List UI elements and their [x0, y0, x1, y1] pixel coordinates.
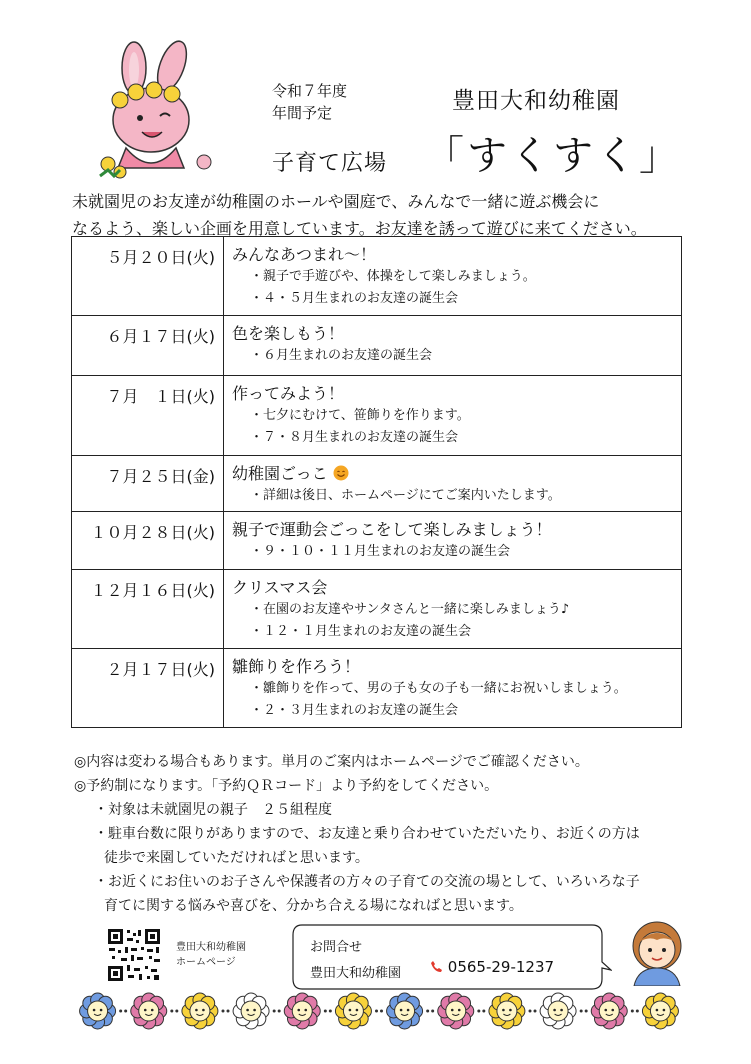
- border-dot: [227, 1010, 230, 1013]
- school-name: 豊田大和幼稚園: [452, 88, 620, 114]
- event-title-wrap: [232, 463, 681, 485]
- border-dot: [375, 1010, 378, 1013]
- border-dot: [534, 1010, 537, 1013]
- flower-icon: [489, 993, 525, 1029]
- event-date: ７月 １日(火): [72, 376, 224, 456]
- event-note: ・１２・１月生まれのお友達の誕生会: [250, 624, 472, 639]
- flower-icon: [591, 993, 627, 1029]
- flower-border: [72, 990, 686, 1032]
- event-date: ２月１７日(火): [72, 649, 224, 728]
- phone-icon: [430, 960, 443, 973]
- event-content: [224, 456, 682, 512]
- intro-line: 未就園児のお友達が幼稚園のホールや園庭で、みんなで一緒に遊ぶ機会に: [72, 192, 600, 211]
- note-line: ◎予約制になります。「予約ＱＲコード」より予約をしてください。: [74, 778, 499, 794]
- border-dot: [278, 1010, 281, 1013]
- flower-icon: [131, 993, 167, 1029]
- border-dot: [529, 1010, 532, 1013]
- table-row: [72, 649, 682, 728]
- event-content: [224, 376, 682, 456]
- event-title: 親子で運動会ごっこをして楽しみましょう！: [232, 520, 552, 539]
- event-note: ・７・８月生まれのお友達の誕生会: [250, 430, 459, 445]
- qr-label-school: 豊田大和幼稚園: [176, 942, 246, 953]
- border-dot: [636, 1010, 639, 1013]
- table-row: [72, 570, 682, 649]
- border-dot: [580, 1010, 583, 1013]
- border-dot: [170, 1010, 173, 1013]
- event-date: ５月２０日(火): [72, 237, 224, 316]
- flower-icon: [335, 993, 371, 1029]
- border-dot: [482, 1010, 485, 1013]
- border-dot: [124, 1010, 127, 1013]
- intro-line: なるよう、楽しい企画を用意しています。お友達を誘って遊びに来てください。: [72, 219, 647, 238]
- qr-label-homepage: ホームページ: [176, 957, 236, 968]
- hiroba-label: 子育て広場: [272, 151, 388, 176]
- flower-icon: [233, 993, 269, 1029]
- note-line: ◎内容は変わる場合もあります。単月のご案内はホームページでご確認ください。: [74, 754, 589, 770]
- note-bullet: ・対象は未就園児の親子 ２５組程度: [94, 802, 332, 818]
- event-note: ・２・３月生まれのお友達の誕生会: [250, 703, 459, 718]
- event-note: ・親子で手遊びや、体操をして楽しみましょう。: [250, 269, 536, 284]
- border-dot: [585, 1010, 588, 1013]
- phone-number[interactable]: 0565-29-1237: [447, 958, 555, 976]
- note-bullet-cont: 徒歩で来園していただければと思います。: [104, 850, 369, 866]
- contact-phone-wrap: [430, 958, 554, 976]
- qr-label: [176, 940, 246, 970]
- note-bullet: ・駐車台数に限りがありますので、お友達と乗り合わせていただいたり、お近くの方は: [94, 826, 640, 842]
- border-dot: [273, 1010, 276, 1013]
- event-title: クリスマス会: [232, 578, 328, 597]
- event-content: [224, 316, 682, 376]
- border-dot: [222, 1010, 225, 1013]
- event-content: [224, 570, 682, 649]
- table-row: [72, 512, 682, 570]
- girl-illustration: [626, 916, 688, 986]
- border-dot: [329, 1010, 332, 1013]
- event-title: 幼稚園ごっこ: [232, 464, 328, 483]
- event-title: 作ってみよう！: [232, 384, 345, 403]
- event-content: [224, 512, 682, 570]
- event-date: １０月２８日(火): [72, 512, 224, 570]
- event-date: １２月１６日(火): [72, 570, 224, 649]
- event-note: ・６月生まれのお友達の誕生会: [250, 348, 433, 363]
- flower-icon: [438, 993, 474, 1029]
- contact-title: お問合せ: [310, 940, 363, 955]
- event-note: ・七夕にむけて、笹飾りを作ります。: [250, 408, 470, 423]
- event-note: ・在園のお友達やサンタさんと一緒に楽しみましょう♪: [250, 602, 570, 617]
- event-title: みんなあつまれ～！: [232, 245, 377, 264]
- flower-icon: [284, 993, 320, 1029]
- event-note: ・詳細は後日、ホームページにてご案内いたします。: [250, 488, 561, 503]
- flower-icon: [387, 993, 423, 1029]
- event-note: ・４・５月生まれのお友達の誕生会: [250, 291, 459, 306]
- bunny-illustration: [96, 40, 226, 180]
- event-date: ６月１７日(火): [72, 316, 224, 376]
- fiscal-year-label: [272, 80, 347, 124]
- flower-icon: [642, 993, 678, 1029]
- border-dot: [431, 1010, 434, 1013]
- flower-icon: [80, 993, 116, 1029]
- smile-emoji-icon: [333, 465, 349, 481]
- table-row: [72, 316, 682, 376]
- event-content: [224, 237, 682, 316]
- border-dot: [175, 1010, 178, 1013]
- qr-code-icon[interactable]: [107, 928, 161, 982]
- program-title: 「すくすく」: [424, 133, 682, 179]
- intro-text: [72, 188, 712, 242]
- annual-schedule-label: 年間予定: [272, 104, 333, 122]
- event-content: [224, 649, 682, 728]
- event-title: 色を楽しもう！: [232, 324, 345, 343]
- note-bullet-cont: 育てに関する悩みや喜びを、分かち合える場になればと思います。: [104, 898, 523, 914]
- border-dot: [324, 1010, 327, 1013]
- table-row: [72, 456, 682, 512]
- fiscal-year: 令和７年度: [272, 82, 348, 100]
- table-row: [72, 237, 682, 316]
- border-dot: [477, 1010, 480, 1013]
- border-dot: [380, 1010, 383, 1013]
- event-date: ７月２５日(金): [72, 456, 224, 512]
- event-note: ・雛飾りを作って、男の子も女の子も一緒にお祝いしましょう。: [250, 681, 627, 696]
- flower-icon: [540, 993, 576, 1029]
- border-dot: [426, 1010, 429, 1013]
- notes-section: [74, 750, 694, 918]
- event-title: 雛飾りを作ろう！: [232, 657, 361, 676]
- schedule-table: [71, 236, 682, 728]
- table-row: [72, 376, 682, 456]
- border-dot: [631, 1010, 634, 1013]
- event-note: ・９・１０・１１月生まれのお友達の誕生会: [250, 544, 511, 559]
- border-dot: [119, 1010, 122, 1013]
- note-bullet: ・お近くにお住いのお子さんや保護者の方々の子育ての交流の場として、いろいろな子: [94, 874, 640, 890]
- flower-icon: [182, 993, 218, 1029]
- contact-name: 豊田大和幼稚園: [310, 966, 402, 981]
